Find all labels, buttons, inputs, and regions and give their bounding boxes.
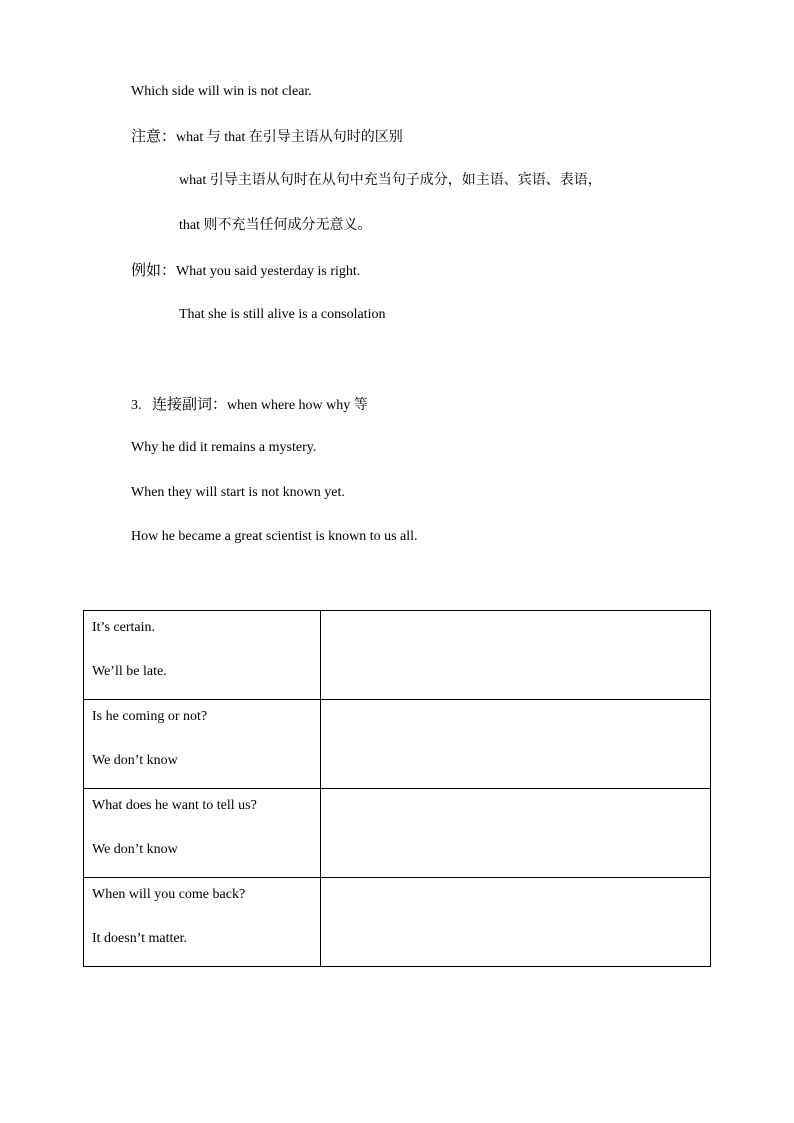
section-3-heading (131, 395, 368, 415)
note-text: what 与 that 在引导主语从句时的区别 (176, 130, 403, 145)
table-row (84, 700, 711, 789)
question-line-2: We don’t know (92, 842, 178, 857)
question-cell (84, 700, 321, 789)
question-line-1: Is he coming or not? (92, 709, 208, 724)
table-row (84, 878, 711, 967)
example-when-they-will-start: When they will start is not known yet. (131, 485, 345, 500)
example-that-she-is-alive: That she is still alive is a consolation (179, 307, 386, 322)
example-how-he-became: How he became a great scientist is known to us all. (131, 529, 418, 544)
question-line-1: What does he want to tell us? (92, 798, 257, 813)
note-heading (131, 127, 403, 147)
question-line-2: It doesn’t matter. (92, 931, 187, 946)
exercise-table (83, 610, 711, 967)
table-row (84, 611, 711, 700)
answer-cell[interactable] (321, 789, 711, 878)
note-that-explanation: that 则不充当任何成分无意义。 (179, 218, 372, 233)
section-number: 3. (131, 398, 142, 413)
question-line-1: When will you come back? (92, 887, 246, 902)
question-line-2: We don’t know (92, 753, 178, 768)
question-cell (84, 611, 321, 700)
section-title: 连接副词： (152, 395, 228, 413)
example-what-you-said: What you said yesterday is right. (176, 264, 361, 279)
answer-cell[interactable] (321, 878, 711, 967)
question-line-2: We’ll be late. (92, 664, 167, 679)
table-row (84, 789, 711, 878)
question-line-1: It’s certain. (92, 620, 155, 635)
example-label: 例如： (131, 261, 177, 279)
section-adverbs: when where how why 等 (227, 398, 368, 413)
answer-cell[interactable] (321, 700, 711, 789)
example-why-he-did-it: Why he did it remains a mystery. (131, 440, 317, 455)
question-cell (84, 789, 321, 878)
answer-cell[interactable] (321, 611, 711, 700)
example-heading (131, 261, 360, 281)
question-cell (84, 878, 321, 967)
note-what-explanation: what 引导主语从句时在从句中充当句子成分，如主语、宾语、表语， (179, 173, 602, 188)
example-sentence-which-side: Which side will win is not clear. (131, 84, 312, 99)
note-label: 注意： (131, 127, 177, 145)
